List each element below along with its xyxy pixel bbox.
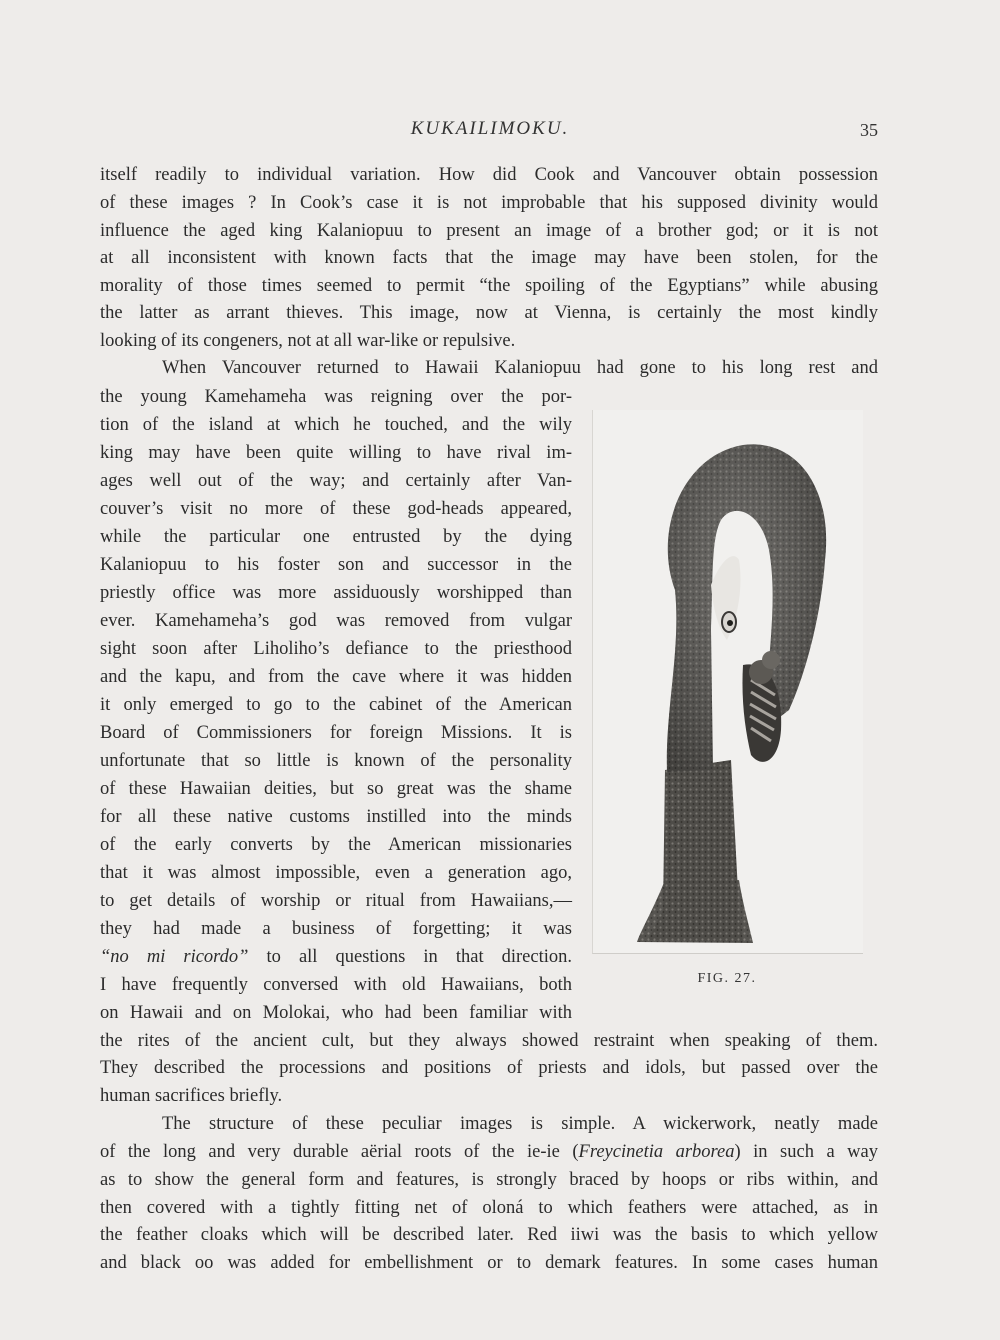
running-title: KUKAILIMOKU.	[410, 118, 570, 139]
text-line: The structure of these peculiar images is simple. A wickerwork, neatly made	[162, 1114, 878, 1134]
text-line: as to show the general form and features, is strongly braced by hoops or ribs within, and	[100, 1170, 878, 1190]
text-line: that it was almost impossible, even a generation ago,	[100, 863, 572, 883]
latin-name: Freycinetia arborea	[578, 1142, 735, 1162]
text-line: When Vancouver returned to Hawaii Kalaniopuu had gone to his long rest and	[162, 358, 878, 378]
text-line: looking of its congeners, not at all war-like or repulsive.	[100, 331, 516, 351]
feather-god-figure-image	[592, 410, 863, 954]
text-fragment: ) in such a way	[734, 1142, 878, 1162]
text-line: it only emerged to go to the cabinet of the American	[100, 695, 572, 715]
text-line	[100, 944, 572, 970]
text-line: human sacrifices briefly.	[100, 1086, 283, 1106]
text-line: Board of Commissioners for foreign Missions. It is	[100, 723, 572, 743]
text-line: of these images ? In Cook’s case it is not improbable that his supposed divinity would	[100, 193, 878, 213]
text-line: priestly office was more assiduously worshipped than	[100, 583, 572, 603]
text-line: and black oo was added for embellishment or to demark features. In some cases human	[100, 1253, 878, 1273]
text-line: to get details of worship or ritual from Hawaiians,—	[100, 891, 572, 911]
text-line: the young Kamehameha was reigning over the por-	[100, 387, 572, 407]
text-line: the rites of the ancient cult, but they always showed restraint when speaking of them.	[100, 1031, 878, 1051]
text-fragment: to all questions in that direction.	[266, 947, 573, 967]
text-line: they had made a business of forgetting; it was	[100, 919, 572, 939]
text-line: at all inconsistent with known facts that the image may have been stolen, for the	[100, 248, 878, 268]
text-line	[100, 1139, 878, 1165]
text-line: king may have been quite willing to have rival im-	[100, 443, 572, 463]
text-fragment: of the long and very durable aërial roots of the ie-ie (	[100, 1142, 579, 1162]
text-line: of these Hawaiian deities, but so great was the shame	[100, 779, 572, 799]
text-line: while the particular one entrusted by the dying	[100, 527, 572, 547]
italic-phrase: “no mi ricordo”	[100, 947, 249, 967]
text-line: for all these native customs instilled into the minds	[100, 807, 572, 827]
text-line: the feather cloaks which will be described later. Red iiwi was the basis to which yellow	[100, 1225, 878, 1245]
text-line: ages well out of the way; and certainly after Van-	[100, 471, 572, 491]
text-line: morality of those times seemed to permit “the spoiling of the Egyptians” while abusing	[100, 276, 878, 296]
text-line: and the kapu, and from the cave where it was hidden	[100, 667, 572, 687]
figure-caption: FIG. 27.	[697, 971, 757, 986]
running-head	[100, 118, 880, 148]
text-line: of the early converts by the American missionaries	[100, 835, 572, 855]
text-line: Kalaniopuu to his foster son and successor in the	[100, 555, 572, 575]
text-line: unfortunate that so little is known of the personality	[100, 751, 572, 771]
page-number: 35	[860, 120, 878, 140]
text-line: I have frequently conversed with old Hawaiians, both	[100, 975, 572, 995]
text-line: tion of the island at which he touched, and the wily	[100, 415, 572, 435]
text-line: couver’s visit no more of these god-heads appeared,	[100, 499, 572, 519]
text-line: then covered with a tightly fitting net of oloná to which feathers were attached, as in	[100, 1198, 878, 1218]
text-line: the latter as arrant thieves. This image, now at Vienna, is certainly the most kindly	[100, 303, 878, 323]
text-line: itself readily to individual variation. How did Cook and Vancouver obtain possession	[100, 165, 878, 185]
text-line: ever. Kamehameha’s god was removed from vulgar	[100, 611, 572, 631]
text-line: sight soon after Liholiho’s defiance to the priesthood	[100, 639, 572, 659]
text-line: influence the aged king Kalaniopuu to present an image of a brother god; or it is not	[100, 221, 878, 241]
text-line: They described the processions and positions of priests and idols, but passed over the	[100, 1058, 878, 1078]
text-line: on Hawaii and on Molokai, who had been familiar with	[100, 1003, 572, 1023]
